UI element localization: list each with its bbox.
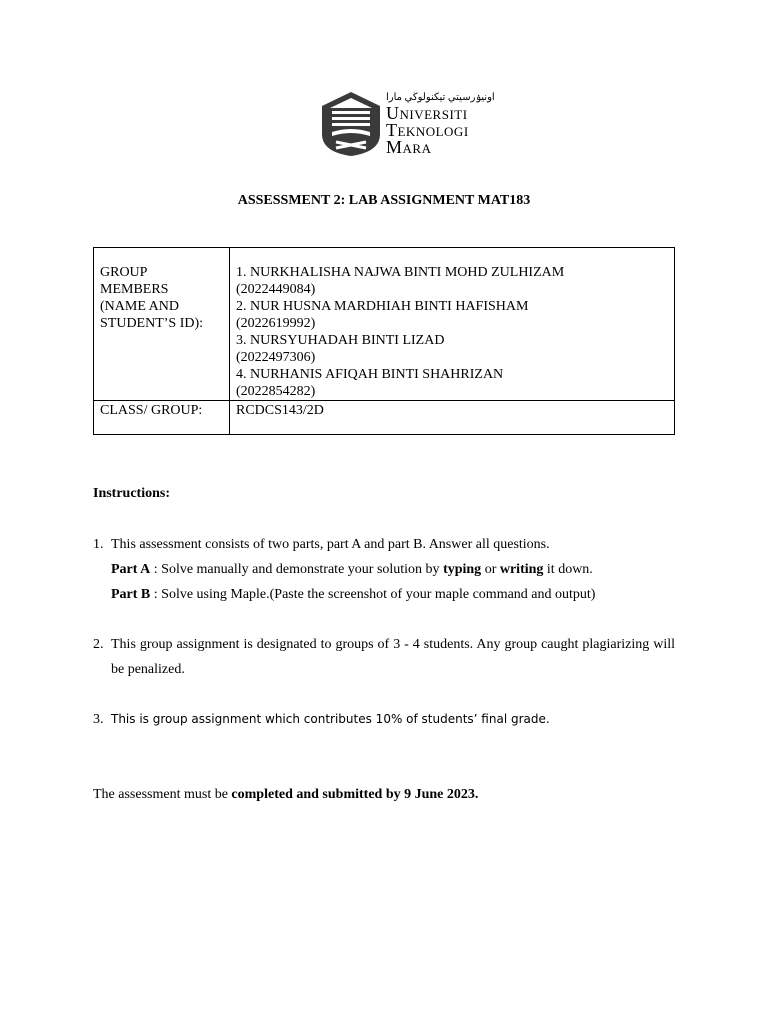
member-id: (2022854282) [236, 384, 316, 399]
university-logo [320, 90, 500, 158]
instruction-item-2 [93, 632, 675, 682]
member-id: (2022449084) [236, 282, 316, 297]
part-a-line [111, 557, 675, 582]
part-a-label: Part A [111, 562, 151, 577]
member-id: (2022497306) [236, 350, 316, 365]
members-row [94, 248, 675, 401]
instruction-item-1 [93, 532, 675, 607]
label-line: (NAME AND [100, 299, 179, 314]
label-line: STUDENT’S ID): [100, 316, 204, 331]
class-label: CLASS/ GROUP: [100, 403, 203, 418]
jawi-text: اونيۏرسيتي تيكنولوڬي مارا [386, 92, 495, 103]
uitm-logo-icon [320, 90, 382, 158]
submission-note [93, 787, 478, 803]
label-line: MEMBERS [100, 282, 169, 297]
document-title: ASSESSMENT 2: LAB ASSIGNMENT MAT183 [237, 193, 531, 208]
class-label-cell [94, 401, 230, 435]
part-a-text: : Solve manually and demonstrate your solution by [150, 562, 444, 577]
instructions-heading: Instructions: [93, 486, 171, 501]
writing-word: writing [499, 562, 544, 577]
submission-deadline: completed and submitted by 9 June 2023. [231, 787, 479, 802]
university-name-line-1: Universiti [386, 103, 468, 123]
part-b-text: : Solve using Maple.(Paste the screenshot of your maple command and output) [150, 587, 596, 602]
class-value-cell [230, 401, 675, 435]
class-row [94, 401, 675, 435]
member-name: 4. NURHANIS AFIQAH BINTI SHAHRIZAN [236, 367, 504, 382]
group-members-list [230, 248, 675, 401]
part-b-line [111, 582, 675, 607]
member-name: 2. NUR HUSNA MARDHIAH BINTI HAFISHAM [236, 299, 529, 314]
university-name-line-3: Mara [386, 137, 432, 157]
group-members-label [94, 248, 230, 401]
instruction-item-3 [93, 707, 675, 732]
part-b-label: Part B [111, 587, 151, 602]
item-number: 2. [93, 637, 104, 652]
university-name-line-2: Teknologi [386, 120, 469, 140]
member-name: 1. NURKHALISHA NAJWA BINTI MOHD ZULHIZAM [236, 265, 565, 280]
submission-prefix: The assessment must be [93, 787, 232, 802]
class-value: RCDCS143/2D [236, 403, 324, 418]
item-3-text: This is group assignment which contributes 10% of students’ final grade. [111, 712, 550, 726]
item-2-text: This group assignment is designated to groups of 3 - 4 students. Any group caught plagiarizing will be penalized. [111, 637, 675, 677]
item-1-text: This assessment consists of two parts, part A and part B. Answer all questions. [111, 537, 550, 552]
member-name: 3. NURSYUHADAH BINTI LIZAD [236, 333, 445, 348]
item-number: 3. [93, 712, 104, 727]
item-number: 1. [93, 537, 104, 552]
group-info-table [93, 247, 675, 435]
or-word: or [481, 562, 500, 577]
typing-word: typing [443, 562, 482, 577]
label-line: GROUP [100, 265, 148, 280]
part-a-end: it down. [543, 562, 593, 577]
member-id: (2022619992) [236, 316, 316, 331]
